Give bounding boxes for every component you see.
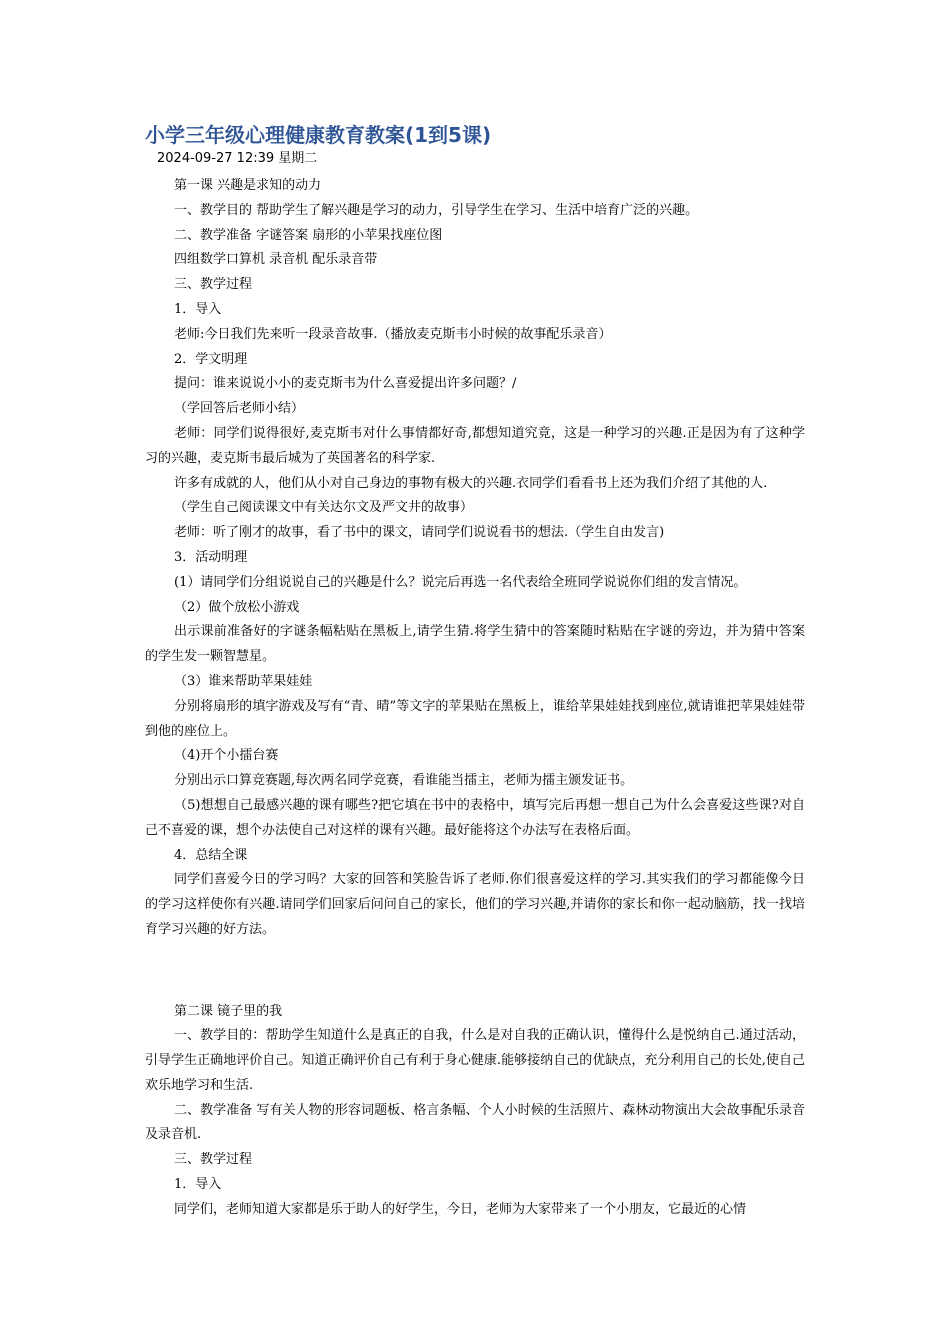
body-paragraph: 第一课 兴趣是求知的动力 [174,178,322,193]
body-paragraph: 三、教学过程 [174,277,253,293]
body-paragraph: 二、教学准备 字谜答案 扇形的小苹果找座位图 [174,227,443,243]
body-paragraph: （4)开个小擂台赛 [174,748,279,764]
body-paragraph: （3）谁来帮助苹果娃娃 [174,673,313,689]
body-paragraph: 分别出示口算竞赛题,每次两名同学竞赛，看谁能当擂主，老师为擂主颁发证书。 [174,773,634,789]
body-paragraph: 分别将扇形的填字游戏及写有“青、晴”等文字的苹果贴在黑板上，谁给苹果娃娃找到座位,就请谁把苹果娃娃带到他的座位上。 [145,698,805,739]
body-paragraph: 2．学文明理 [174,351,248,367]
body-paragraph: 老师:今日我们先来听一段录音故事.（播放麦克斯韦小时候的故事配乐录音） [174,326,612,342]
body-paragraph: 4．总结全课 [174,847,248,863]
body-paragraph: 1．导入 [174,301,222,317]
body-paragraph: 许多有成就的人，他们从小对自己身边的事物有极大的兴趣.衣同学们看看书上还为我们介绍了其他的人. [174,475,768,491]
body-paragraph: 一、教学目的 帮助学生了解兴趣是学习的动力，引导学生在学习、生活中培育广泛的兴趣。 [174,202,699,218]
body-paragraph: 四组数学口算机 录音机 配乐录音带 [174,252,378,268]
body-paragraph: 老师：听了刚才的故事，看了书中的课文，请同学们说说看书的想法.（学生自由发言) [174,525,665,541]
document-date: 2024-09-27 12:39 星期二 [157,151,318,166]
blank-line [145,959,805,984]
body-paragraph: 老师：同学们说得很好,麦克斯韦对什么事情都好奇,都想知道究竟，这是一种学习的兴趣.正是因为有了这种学习的兴趣，麦克斯韦最后城为了英国著名的科学家. [145,425,805,466]
body-paragraph: 一、教学目的：帮助学生知道什么是真正的自我，什么是对自我的正确认识，懂得什么是悦纳自己.通过活动，引导学生正确地评价自己。知道正确评价自己有利于身心健康.能够接纳自己的优缺点，充分利用自己的长处,使自己欢乐地学习和生活. [145,1028,805,1093]
body-paragraph: （学回答后老师小结） [174,401,305,417]
body-paragraph: 三、教学过程 [174,1152,253,1168]
body-paragraph: （学生自己阅读课文中有关达尔文及严文井的故事） [174,500,474,516]
body-paragraph: 提问：谁来说说小小的麦克斯韦为什么喜爱提出许多问题？/ [174,376,517,392]
body-paragraph: 第二课 镜子里的我 [174,1003,283,1019]
document-body [145,174,805,1223]
body-paragraph: 3．活动明理 [174,549,248,565]
document-title: 小学三年级心理健康教育教案(1到5课) [145,123,492,147]
body-paragraph: 同学们喜爱今日的学习吗？大家的回答和笑脸告诉了老师.你们很喜爱这样的学习.其实我们的学习都能像今日的学习这样使你有兴趣.请同学们回家后问问自己的家长，他们的学习兴趣,并请你的家长和你一起动脑筋，找一找培育学习兴趣的好方法。 [145,872,805,937]
body-paragraph: 二、教学准备 写有关人物的形容词题板、格言条幅、个人小时候的生活照片、森林动物演出大会故事配乐录音及录音机. [145,1102,805,1143]
body-paragraph: 1．导入 [174,1177,222,1193]
body-paragraph: 同学们，老师知道大家都是乐于助人的好学生，今日，老师为大家带来了一个小朋友，它最近的心情 [174,1201,747,1217]
body-paragraph: 出示课前准备好的字谜条幅粘贴在黑板上,请学生猜.将学生猜中的答案随时粘贴在字谜的旁边，并为猜中答案的学生发一颗智慧星。 [145,624,805,665]
body-paragraph: （2）做个放松小游戏 [174,599,300,615]
body-paragraph: (1）请同学们分组说说自己的兴趣是什么？说完后再选一名代表给全班同学说说你们组的发言情况。 [174,574,747,590]
body-paragraph: （5)想想自己最感兴趣的课有哪些?把它填在书中的表格中，填写完后再想一想自己为什么会喜爱这些课?对自己不喜爱的课，想个办法使自己对这样的课有兴趣。最好能将这个办法写在表格后面。 [145,797,805,838]
document-page [145,120,805,1223]
